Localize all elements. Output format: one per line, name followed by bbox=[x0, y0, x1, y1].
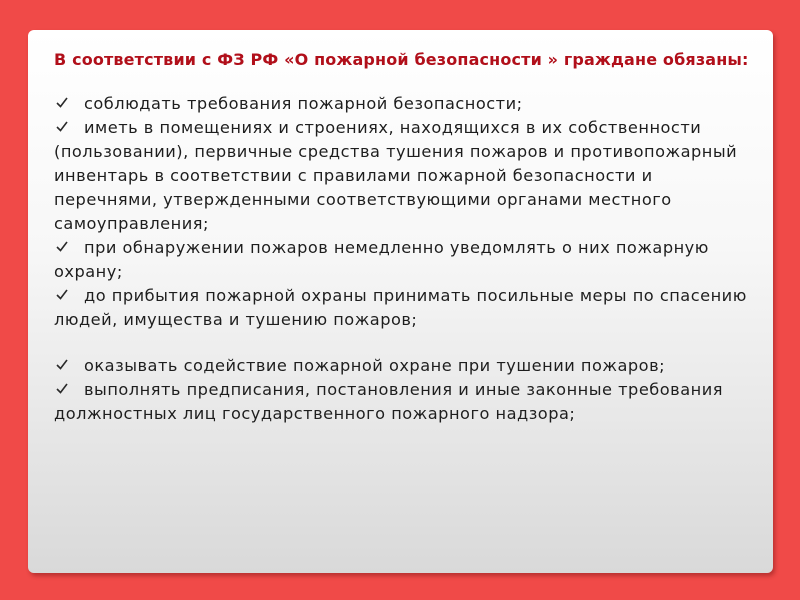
slide-content bbox=[54, 48, 754, 426]
list-item bbox=[54, 354, 754, 378]
checkmark-icon bbox=[56, 289, 68, 300]
checkmark-icon bbox=[56, 121, 68, 132]
checkmark-icon bbox=[56, 383, 68, 394]
list-item bbox=[54, 284, 754, 332]
slide-heading: В соответствии с ФЗ РФ «О пожарной безопасности » граждане обязаны: bbox=[54, 50, 749, 69]
checkmark-icon bbox=[56, 97, 68, 108]
list-item-text: при обнаружении пожаров немедленно уведомлять о них пожарную охрану; bbox=[54, 238, 709, 281]
list-item-text: до прибытия пожарной охраны принимать посильные меры по спасению людей, имущества и тушению пожаров; bbox=[54, 286, 747, 329]
list-item bbox=[54, 236, 754, 284]
checkmark-icon bbox=[56, 359, 68, 370]
list-item-text: иметь в помещениях и строениях, находящихся в их собственности (пользовании), первичные средства тушения пожаров и противопожарный инвентарь в соответствии с правилами пожарной безопасности и перечнями, утвержденными соответствующими органами местного самоуправления; bbox=[54, 118, 738, 233]
checkmark-icon bbox=[56, 241, 68, 252]
list-item bbox=[54, 92, 754, 116]
list-item bbox=[54, 378, 754, 426]
list-item-text: оказывать содействие пожарной охране при тушении пожаров; bbox=[84, 356, 666, 375]
list-item-text: выполнять предписания, постановления и иные законные требования должностных лиц государственного пожарного надзора; bbox=[54, 380, 723, 423]
list-item-text: соблюдать требования пожарной безопасности; bbox=[84, 94, 523, 113]
obligations-list bbox=[54, 92, 754, 426]
list-item bbox=[54, 116, 754, 236]
